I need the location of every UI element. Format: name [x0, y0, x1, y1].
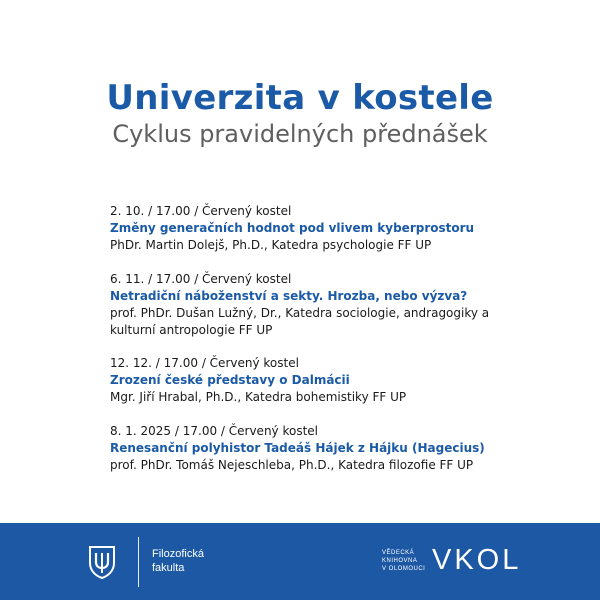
footer-divider: [138, 537, 139, 587]
lecture-item: [110, 423, 580, 474]
library-name-line1: VĚDECKÁ: [382, 550, 415, 556]
lecture-topic: Netradiční náboženství a sekty. Hrozba, nebo výzva?: [110, 289, 468, 303]
lecture-speaker: PhDr. Martin Dolejš, Ph.D., Katedra psychologie FF UP: [110, 238, 432, 252]
lecture-item: [110, 355, 580, 406]
lecture-topic: Změny generačních hodnot pod vlivem kyberprostoru: [110, 221, 475, 235]
lecture-list: [110, 203, 580, 491]
lecture-speaker: prof. PhDr. Dušan Lužný, Dr., Katedra sociologie, andragogiky a kulturní antropologie FF UP: [110, 306, 490, 337]
lecture-when: 8. 1. 2025 / 17.00 / Červený kostel: [110, 424, 319, 438]
page-title: Univerzita v kostele: [106, 78, 494, 118]
faculty-name-line2: fakulta: [152, 562, 185, 574]
lecture-when: 12. 12. / 17.00 / Červený kostel: [110, 356, 299, 370]
library-name-line2: KNIHOVNA: [382, 558, 418, 564]
footer-bar: [0, 523, 600, 600]
faculty-name: [152, 547, 204, 575]
lecture-speaker: Mgr. Jiří Hrabal, Ph.D., Katedra bohemistiky FF UP: [110, 390, 407, 404]
lecture-topic: Zrození české představy o Dalmácii: [110, 373, 350, 387]
lecture-item: [110, 203, 580, 254]
up-shield-logo-icon: [88, 545, 116, 579]
library-name-line3: V OLOMOUCI: [382, 566, 426, 572]
library-logo: VKOL: [432, 544, 522, 576]
lecture-speaker: prof. PhDr. Tomáš Nejeschleba, Ph.D., Katedra filozofie FF UP: [110, 458, 474, 472]
library-name: [382, 549, 425, 573]
lecture-when: 6. 11. / 17.00 / Červený kostel: [110, 272, 292, 286]
faculty-name-line1: Filozofická: [152, 548, 204, 560]
lecture-when: 2. 10. / 17.00 / Červený kostel: [110, 204, 292, 218]
page-subtitle: Cyklus pravidelných přednášek: [112, 120, 488, 148]
lecture-topic: Renesanční polyhistor Tadeáš Hájek z Hájku (Hagecius): [110, 441, 485, 455]
lecture-item: [110, 271, 580, 339]
